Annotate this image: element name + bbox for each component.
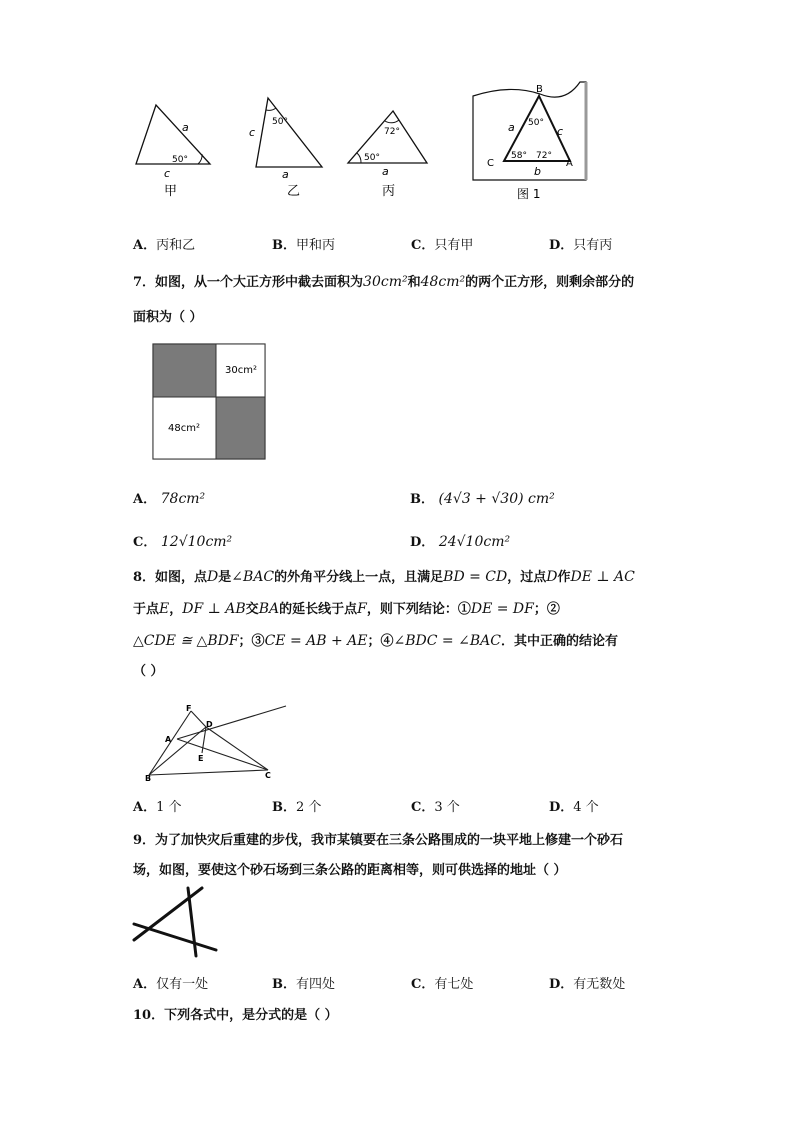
bing-angle1: 72° (384, 127, 400, 137)
q6-option-c[interactable] (411, 234, 473, 253)
option-text: 24√10cm² (438, 534, 511, 550)
option-text: 有无数处 (573, 977, 626, 992)
option-text: 3 个 (434, 800, 460, 815)
fig1-A: A (566, 158, 573, 169)
q10-stem-line1: 10．下列各式中，是分式的是（ ） (133, 1008, 338, 1023)
triangle-jia (136, 105, 210, 199)
option-text: (4√3 + √30) cm² (438, 491, 555, 507)
q7-stem-line2: 面积为（ ） (133, 310, 203, 325)
option-text: 78cm² (160, 491, 206, 507)
q8-option-b[interactable] (272, 796, 321, 815)
label-B: B (145, 774, 152, 782)
yi-angle: 50° (272, 117, 288, 127)
label-D: D (206, 720, 213, 729)
option-letter: D． (410, 535, 435, 550)
fig1-angleA: 72° (536, 151, 552, 161)
q6-figures (120, 78, 600, 208)
triangle-yi (249, 98, 322, 199)
yi-label: 乙 (287, 184, 301, 199)
q9-roads-figure (132, 886, 220, 958)
q7-option-d[interactable] (410, 531, 510, 550)
option-text: 有四处 (296, 977, 336, 992)
shaded-region-top-left (153, 344, 216, 397)
fig1-angleB: 50° (528, 118, 544, 128)
q7-option-b[interactable] (410, 488, 555, 507)
option-letter: A． (133, 800, 157, 815)
q7-value2: 48cm² (420, 274, 466, 290)
option-text: 有七处 (434, 977, 474, 992)
option-text: 12√10cm² (160, 534, 233, 550)
fig1-angleC: 58° (511, 151, 527, 161)
fig1-label: 图 1 (517, 187, 541, 201)
option-text: 仅有一处 (156, 977, 209, 992)
q8-geometry-figure (140, 702, 290, 782)
label-E: E (198, 754, 204, 763)
option-text: 甲和丙 (296, 238, 336, 253)
q8-stem-line3: △CDE ≅ △BDF；③CE = AB + AE；④∠BDC = ∠BAC．其中正确的结论有 (133, 633, 618, 649)
bing-angle2: 50° (364, 153, 380, 163)
option-letter: B． (272, 800, 296, 815)
option-text: 只有丙 (573, 238, 613, 253)
triangle-bing (348, 111, 427, 199)
q8-stem-line4: （ ） (133, 664, 164, 679)
fig1-C: C (487, 158, 494, 169)
q9-stem-line2: 场，如图，要使这个砂石场到三条公路的距离相等，则可供选择的地址（ ） (133, 863, 567, 878)
q9-option-d[interactable] (549, 973, 625, 992)
option-letter: D． (549, 238, 574, 253)
q7-stem-line1: 7．如图，从一个大正方形中截去面积为30cm²和48cm²的两个正方形，则剩余部分的 (133, 274, 635, 290)
road-3 (188, 888, 196, 956)
fig1-b: b (534, 165, 541, 178)
q7-option-a[interactable] (133, 488, 205, 507)
q7-value1: 30cm² (363, 274, 408, 290)
option-letter: D． (549, 800, 574, 815)
shaded-region-bottom-right (216, 397, 265, 459)
bing-side-a: a (382, 165, 389, 178)
jia-label: 甲 (164, 184, 178, 199)
q7-option-c[interactable] (133, 531, 232, 550)
label-C: C (265, 771, 271, 780)
q9-stem-line1: 9．为了加快灾后重建的步伐，我市某镇要在三条公路围成的一块平地上修建一个砂石 (133, 833, 624, 848)
large-square-label: 48cm² (168, 423, 200, 434)
option-letter: B． (272, 238, 296, 253)
small-square-label: 30cm² (225, 365, 257, 376)
q6-option-d[interactable] (549, 234, 612, 253)
option-text: 2 个 (296, 800, 322, 815)
yi-side-a: a (282, 168, 289, 181)
label-A: A (165, 735, 172, 744)
fig1-c: c (557, 125, 564, 138)
option-letter: A． (133, 238, 157, 253)
option-letter: D． (549, 977, 574, 992)
option-letter: A． (133, 977, 157, 992)
option-letter: C． (133, 535, 157, 550)
option-text: 1 个 (156, 800, 182, 815)
option-text: 4 个 (573, 800, 599, 815)
label-F: F (186, 704, 192, 713)
q6-option-b[interactable] (272, 234, 335, 253)
q8-stem-line2: 于点E，DF ⊥ AB交BA的延长线于点F，则下列结论：①DE = DF；② (133, 601, 560, 617)
bing-label: 丙 (382, 184, 396, 199)
option-text: 丙和乙 (156, 238, 196, 253)
yi-side-c: c (249, 126, 256, 139)
q8-option-d[interactable] (549, 796, 599, 815)
fig1-a: a (508, 121, 515, 134)
q9-option-a[interactable] (133, 973, 208, 992)
q8-option-c[interactable] (411, 796, 460, 815)
jia-side-a: a (182, 121, 189, 134)
q7-square-figure (152, 343, 268, 461)
q9-option-b[interactable] (272, 973, 335, 992)
road-2 (134, 924, 216, 950)
option-letter: B． (272, 977, 296, 992)
q8-stem-line1: 8．如图，点D是∠BAC的外角平分线上一点，且满足BD = CD，过点D作DE ⊥ AC (133, 569, 635, 585)
q6-option-a[interactable] (133, 234, 195, 253)
option-text: 只有甲 (434, 238, 474, 253)
fig1-B: B (536, 84, 543, 95)
q8-option-a[interactable] (133, 796, 182, 815)
option-letter: A． (133, 492, 157, 507)
q9-option-c[interactable] (411, 973, 473, 992)
jia-angle: 50° (172, 155, 188, 165)
option-letter: B． (410, 492, 434, 507)
option-letter: C． (411, 977, 435, 992)
option-letter: C． (411, 800, 435, 815)
jia-side-c: c (164, 167, 171, 180)
option-letter: C． (411, 238, 435, 253)
figure-1 (473, 82, 586, 201)
